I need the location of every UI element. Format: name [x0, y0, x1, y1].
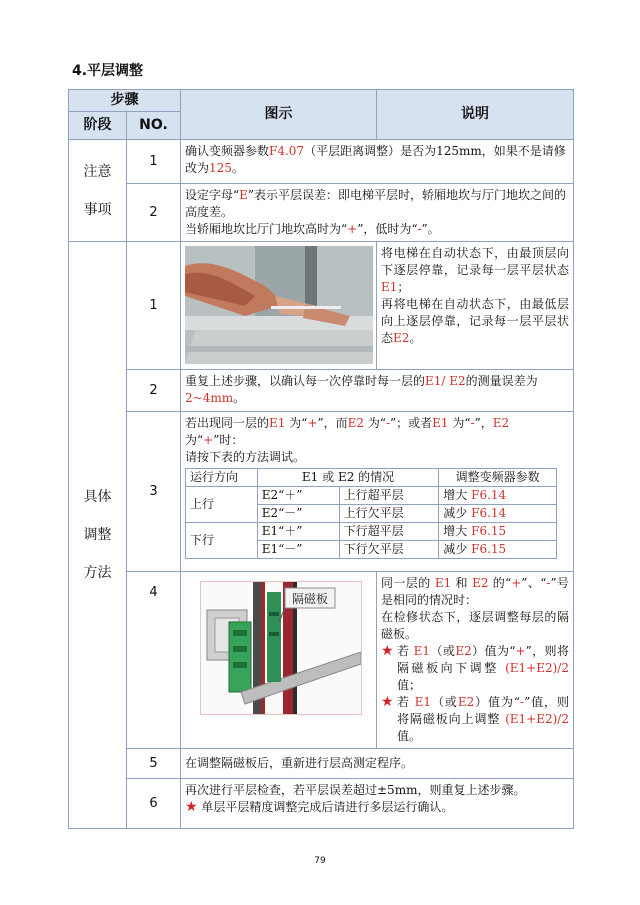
header-figure: 图示 — [181, 90, 377, 140]
note-1-text: 确认变频器参数F4.07（平层距离调整）是否为125mm，如果不是请修改为125。 — [181, 140, 574, 184]
adjustment-parameter-table: 运行方向 E1 或 E2 的情况 调整变频器参数 上行 E2“＋” 上行超平层 增大 F6.14 E2“－” 上行欠平层 减少 F6.14 下行 E1“＋” 下行超平层 增大 F6.15 E1“－” 下行欠平层 减少 F6.15 — [185, 468, 557, 559]
bullet-item: ★ 若 E1（或E2）值为“+”，则将隔磁板向下调整 (E1+E2)/2值； — [381, 643, 569, 692]
step-no: 1 — [127, 140, 181, 184]
page-number: 79 — [314, 856, 326, 866]
header-steps: 步骤 — [69, 90, 181, 112]
header-no: NO. — [127, 112, 181, 140]
magnetic-plate-icon — [201, 582, 361, 714]
step-no: 1 — [127, 242, 181, 370]
magnetic-plate-diagram — [200, 581, 362, 715]
phase-method: 具体 调整 方法 — [69, 242, 127, 829]
section-title: 4.平层调整 — [72, 63, 144, 79]
step-no: 3 — [127, 412, 181, 572]
step-5-text: 在调整隔磁板后，重新进行层高测定程序。 — [181, 749, 574, 779]
star-icon: ★ — [185, 799, 198, 815]
step-6-text: 再次进行平层检查，若平层误差超过±5mm，则重复上述步骤。 ★ 单层平层精度调整完成后请进行多层运行确认。 — [181, 779, 574, 829]
header-phase: 阶段 — [69, 112, 127, 140]
phase-notes: 注意 事项 — [69, 140, 127, 242]
sub-header-parameter: 调整变频器参数 — [439, 469, 557, 487]
step-4-explanation: 同一层的 E1 和 E2 的“+”、“-”号是相同的情况时： 在检修状态下，逐层调整每层的隔磁板。 ★ 若 E1（或E2）值为“+”，则将隔磁板向下调整 (E1+E2)/2值； ★ 若 E1（或E2）值为“-”值，则将隔磁板向上调整 (E1+E2)/2值。 — [377, 572, 574, 749]
sub-header-condition: E1 或 E2 的情况 — [257, 469, 439, 487]
sill-measurement-photo — [185, 246, 373, 364]
step-no: 2 — [127, 184, 181, 242]
leveling-adjustment-table — [68, 89, 574, 829]
note-2-text: 设定字母“E”表示平层误差：即电梯平层时，轿厢地坎与厅门地坎之间的高度差。 当轿厢地坎比厅门地坎高时为“+”，低时为“-”。 — [181, 184, 574, 242]
star-icon: ★ — [381, 643, 394, 659]
table-row: E1“＋” — [257, 523, 339, 541]
diagram-label: 隔磁板 — [291, 592, 329, 606]
table-row: E2“＋” — [257, 487, 339, 505]
star-icon: ★ — [381, 694, 394, 710]
figure-cell — [181, 572, 377, 749]
step-1-explanation: 将电梯在自动状态下，由最顶层向下逐层停靠，记录每一层平层状态E1； 再将电梯在自动状态下，由最低层向上逐层停靠，记录每一层平层状态E2。 — [377, 242, 574, 370]
step-no: 2 — [127, 370, 181, 412]
direction-down: 下行 — [186, 523, 258, 559]
step-no: 6 — [127, 779, 181, 829]
step-2-text: 重复上述步骤，以确认每一次停靠时每一层的E1/ E2的测量误差为2~4mm。 — [181, 370, 574, 412]
step-no: 4 — [127, 572, 181, 749]
sub-header-direction: 运行方向 — [186, 469, 258, 487]
table-row: E1“－” — [257, 541, 339, 559]
sill-photo-icon — [185, 246, 373, 364]
table-row: E2“－” — [257, 505, 339, 523]
bullet-item: ★ 若 E1（或E2）值为“-”值，则将隔磁板向上调整 (E1+E2)/2值。 — [381, 694, 569, 743]
header-explanation: 说明 — [377, 90, 574, 140]
step-3-text: 若出现同一层的E1 为“+”，而E2 为“-”；或者E1 为“-”，E2 为“+”时： 请按下表的方法调试。 运行方向 E1 或 E2 的情况 调整变频器参数 上行 E2“＋” 上行超平层 增大 F6.14 E2“－” 上行欠平层 减少 F6.14 下行 E1“＋” 下行超平层 增大 F6.15 E1“－” 下行欠平层 减少 F6.15 — [181, 412, 574, 572]
direction-up: 上行 — [186, 487, 258, 523]
step-no: 5 — [127, 749, 181, 779]
figure-cell — [181, 242, 377, 370]
